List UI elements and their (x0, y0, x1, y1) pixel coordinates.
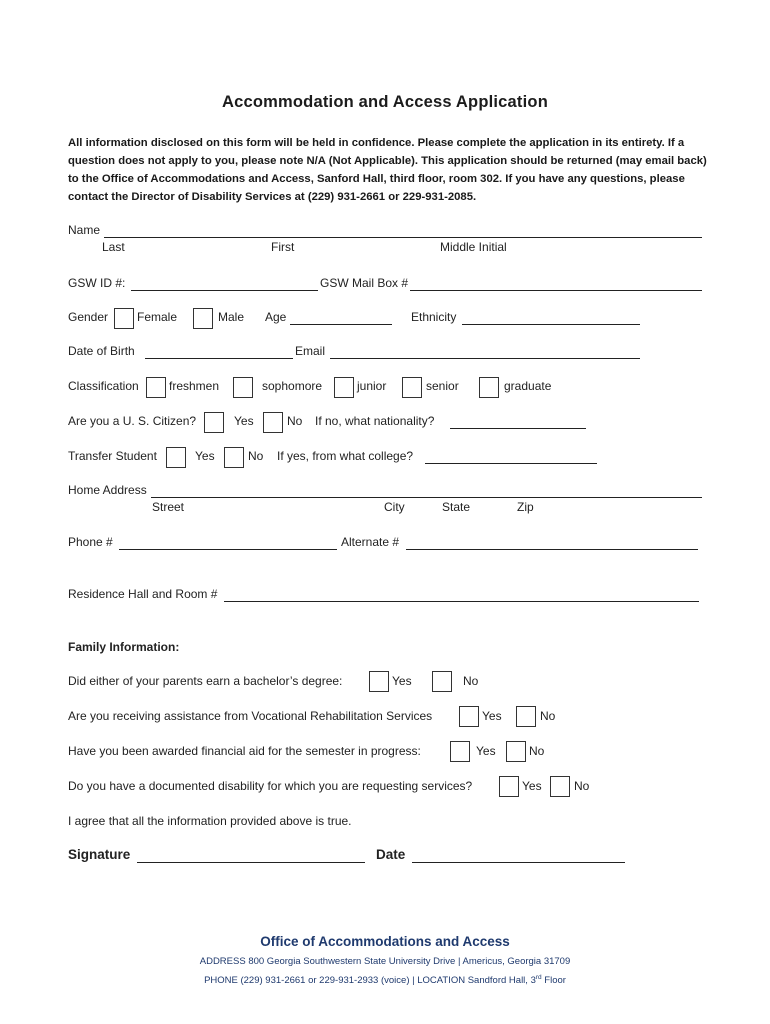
transfer-no-label: No (248, 449, 264, 463)
citizen-no-label: No (287, 414, 303, 428)
office-name: Office of Accommodations and Access (260, 934, 510, 949)
address-field[interactable] (151, 497, 702, 498)
page-title: Accommodation and Access Application (222, 93, 548, 111)
disability-no-label: No (574, 779, 590, 793)
male-checkbox[interactable] (193, 308, 213, 329)
sophomore-label: sophomore (262, 379, 323, 393)
vocational-question: Are you receiving assistance from Vocational Rehabilitation Services (68, 709, 433, 723)
address-sub-city: City (384, 500, 405, 514)
age-label: Age (265, 310, 287, 324)
date-field[interactable] (412, 862, 625, 863)
aid-question: Have you been awarded financial aid for the semester in progress: (68, 744, 421, 758)
college-field[interactable] (425, 463, 597, 464)
vocational-no-checkbox[interactable] (516, 706, 536, 727)
graduate-checkbox[interactable] (479, 377, 499, 398)
freshmen-label: freshmen (169, 379, 220, 393)
name-sub-first: First (271, 240, 295, 254)
footer-phone-location (0, 975, 770, 986)
transfer-no-checkbox[interactable] (224, 447, 244, 468)
signature-field[interactable] (137, 862, 365, 863)
intro-paragraph: All information disclosed on this form will be held in confidence. Please complete the application in its entirety. If a question does not apply to you, please note N/A (Not Applicable). This application should be returned (may email back) to the Office of Accommodations and Access, Sanford Hall, third floor, room 302. If you have any questions, please contact the Director of Disability Services at (229) 931-2661 or 229-931-2085. (68, 137, 707, 203)
disability-no-checkbox[interactable] (550, 776, 570, 797)
transfer-yes-label: Yes (195, 449, 215, 463)
freshmen-checkbox[interactable] (146, 377, 166, 398)
transfer-yes-checkbox[interactable] (166, 447, 186, 468)
classification-label: Classification (68, 379, 139, 393)
ethnicity-field[interactable] (462, 324, 640, 325)
parents-no-label: No (463, 674, 479, 688)
college-label: If yes, from what college? (277, 449, 414, 463)
female-checkbox[interactable] (114, 308, 134, 329)
address-label: Home Address (68, 483, 147, 497)
ethnicity-label: Ethnicity (411, 310, 457, 324)
aid-yes-checkbox[interactable] (450, 741, 470, 762)
parents-yes-checkbox[interactable] (369, 671, 389, 692)
phone-field[interactable] (119, 549, 337, 550)
gsw-mailbox-label: GSW Mail Box # (320, 276, 409, 290)
citizen-yes-label: Yes (234, 414, 254, 428)
nationality-field[interactable] (450, 428, 586, 429)
female-label: Female (137, 310, 178, 324)
name-sub-middle: Middle Initial (440, 240, 507, 254)
alternate-phone-label: Alternate # (341, 535, 400, 549)
transfer-label: Transfer Student (68, 449, 157, 463)
address-sub-zip: Zip (517, 500, 534, 514)
name-label: Name (68, 223, 101, 237)
vocational-yes-checkbox[interactable] (459, 706, 479, 727)
address-sub-state: State (442, 500, 471, 514)
graduate-label: graduate (504, 379, 552, 393)
parents-question: Did either of your parents earn a bachelor’s degree: (68, 674, 343, 688)
dob-field[interactable] (145, 358, 293, 359)
date-label: Date (376, 847, 406, 862)
citizen-label: Are you a U. S. Citizen? (68, 414, 197, 428)
address-sub-street: Street (152, 500, 185, 514)
aid-no-label: No (529, 744, 545, 758)
aid-no-checkbox[interactable] (506, 741, 526, 762)
disability-question: Do you have a documented disability for which you are requesting services? (68, 779, 473, 793)
gender-label: Gender (68, 310, 109, 324)
name-sub-last: Last (102, 240, 125, 254)
disability-yes-checkbox[interactable] (499, 776, 519, 797)
gsw-id-label: GSW ID #: (68, 276, 126, 290)
dob-label: Date of Birth (68, 344, 135, 358)
residence-field[interactable] (224, 601, 699, 602)
parents-no-checkbox[interactable] (432, 671, 452, 692)
male-label: Male (218, 310, 245, 324)
agreement-text: I agree that all the information provided above is true. (68, 814, 352, 828)
senior-checkbox[interactable] (402, 377, 422, 398)
phone-label: Phone # (68, 535, 113, 549)
junior-checkbox[interactable] (334, 377, 354, 398)
vocational-yes-label: Yes (482, 709, 502, 723)
gsw-mailbox-field[interactable] (410, 290, 702, 291)
footer-address: ADDRESS 800 Georgia Southwestern State University Drive | Americus, Georgia 31709 (199, 956, 571, 967)
junior-label: junior (357, 379, 387, 393)
email-label: Email (295, 344, 326, 358)
vocational-no-label: No (540, 709, 556, 723)
age-field[interactable] (290, 324, 392, 325)
senior-label: senior (426, 379, 459, 393)
citizen-yes-checkbox[interactable] (204, 412, 224, 433)
citizen-no-checkbox[interactable] (263, 412, 283, 433)
residence-label: Residence Hall and Room # (68, 587, 218, 601)
footer-phone-text: PHONE (229) 931-2661 or 229-931-2933 (voice) | LOCATION Sandford Hall, 3 (204, 975, 536, 986)
email-field[interactable] (330, 358, 640, 359)
parents-yes-label: Yes (392, 674, 412, 688)
family-heading: Family Information: (68, 640, 180, 654)
aid-yes-label: Yes (476, 744, 496, 758)
name-field[interactable] (104, 237, 702, 238)
nationality-label: If no, what nationality? (315, 414, 435, 428)
alternate-phone-field[interactable] (406, 549, 698, 550)
footer-floor-text: Floor (541, 975, 566, 986)
footer-floor-suffix: rd (535, 973, 542, 981)
signature-label: Signature (68, 847, 131, 862)
gsw-id-field[interactable] (131, 290, 318, 291)
sophomore-checkbox[interactable] (233, 377, 253, 398)
disability-yes-label: Yes (522, 779, 542, 793)
